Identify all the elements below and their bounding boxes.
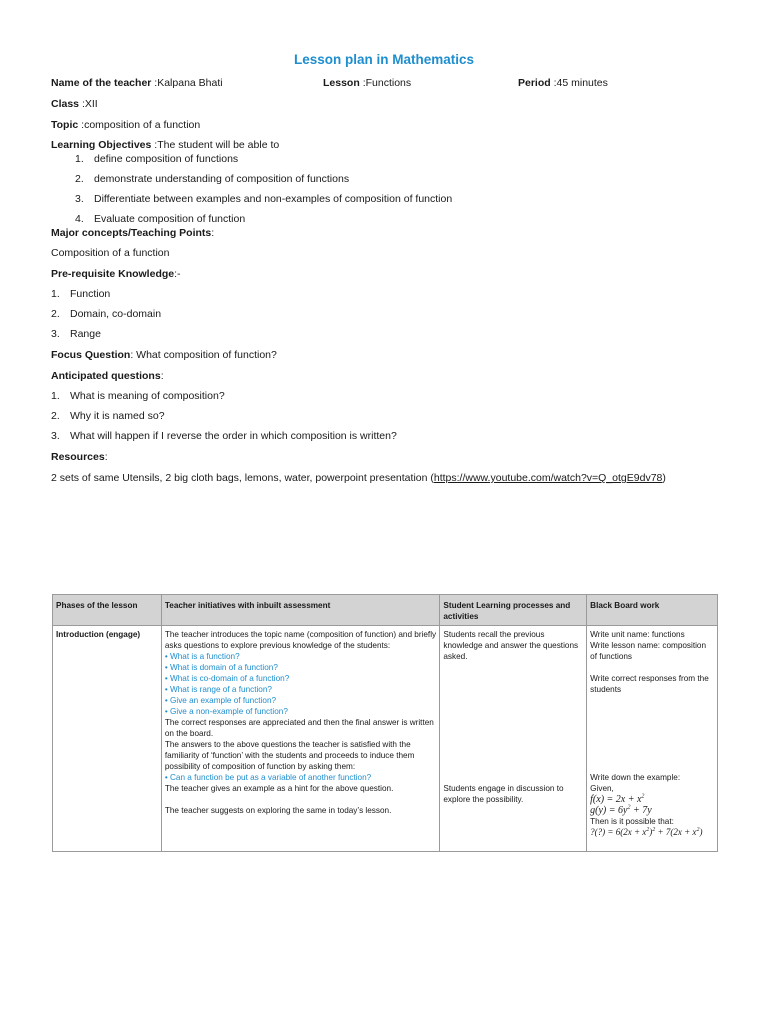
prereq-line: Pre-requisite Knowledge:- (51, 268, 181, 280)
header-board: Black Board work (587, 595, 718, 626)
equation-g: $g(y) = 6y^2 + 7y$ (590, 804, 652, 816)
header-teacher: Teacher initiatives with inbuilt assessment (161, 595, 440, 626)
prereq-item: 1. Function (51, 288, 111, 300)
lesson-value: :Functions (362, 77, 412, 89)
prereq-item: 2. Domain, co-domain (51, 308, 162, 320)
question-item: • Can a function be put as a variable of another function? (164, 773, 372, 782)
question-item: • Give an example of function? (164, 696, 277, 705)
objective-item: 1. define composition of functions (75, 153, 239, 165)
question-item: • What is domain of a function? (164, 663, 278, 672)
teacher-value: :Kalpana Bhati (154, 77, 223, 89)
prereq-item: 3. Range (51, 328, 101, 340)
question-item: • What is range of a function? (164, 685, 272, 694)
objectives-line (51, 139, 279, 151)
period-label: Period (518, 77, 551, 89)
equation-composite: ?(?) = $6(2x + x^2)^2 + 7(2x + x^2)$ (590, 827, 703, 837)
anticipated-line: Anticipated questions: (51, 370, 164, 382)
topic-line (51, 119, 200, 131)
header-row (51, 77, 731, 89)
concepts-line: Major concepts/Teaching Points: (51, 227, 215, 239)
resources-line: Resources: (51, 451, 108, 463)
resources-label: Resources (51, 451, 105, 463)
student-cell: Students recall the previous knowledge and answer the questions asked. Students engage in discussion to explore the possibility. (440, 626, 587, 852)
anticipated-label: Anticipated questions (51, 370, 161, 382)
board-cell: Write unit name: functions Write lesson name: composition of functions Write correct responses from the students Write down the example: Given, $f(x) = 2x + x^2$ $g(y) = 6y^2 + 7y$ Then is it possible that: ?(?) = $6(2x + x^2)^2 + 7(2x + x^2)$ (587, 626, 718, 852)
objectives-intro: :The student will be able to (154, 139, 280, 151)
concepts-label: Major concepts/Teaching Points (51, 227, 212, 239)
class-value: :XII (81, 98, 98, 110)
period-value: :45 minutes (553, 77, 608, 89)
table-header-row (53, 595, 718, 626)
objective-item: 2. demonstrate understanding of composition of functions (75, 173, 350, 185)
class-label: Class (51, 98, 80, 110)
question-item: • Give a non-example of function? (164, 707, 288, 716)
topic-value: :composition of a function (81, 119, 201, 131)
objectives-label: Learning Objectives (51, 139, 152, 151)
equation-f: $f(x) = 2x + x^2$ (590, 793, 645, 805)
focus-label: Focus Question (51, 349, 131, 361)
concepts-value: Composition of a function (51, 247, 170, 259)
objective-item: 4. Evaluate composition of function (75, 213, 246, 225)
page-title: Lesson plan in Mathematics (293, 52, 475, 67)
anticipated-item: 1. What is meaning of composition? (51, 390, 225, 402)
lesson-label: Lesson (323, 77, 360, 89)
lesson-table (52, 594, 718, 852)
resources-value: 2 sets of same Utensils, 2 big cloth bags, lemons, water, powerpoint presentation (https://www.youtube.com/watch?v=Q_otgE9dv78) (51, 472, 666, 484)
header-student: Student Learning processes and activities (440, 595, 587, 626)
prereq-label: Pre-requisite Knowledge (51, 268, 175, 280)
header-phase: Phases of the lesson (53, 595, 162, 626)
resource-link[interactable]: https://www.youtube.com/watch?v=Q_otgE9dv78 (433, 472, 663, 484)
question-item: • What is co-domain of a function? (164, 674, 290, 683)
focus-value: : What composition of function? (130, 349, 277, 361)
focus-line (51, 349, 277, 361)
topic-label: Topic (51, 119, 79, 131)
class-line (51, 98, 98, 110)
teacher-label: Name of the teacher (51, 77, 152, 89)
anticipated-item: 2. Why it is named so? (51, 410, 165, 422)
phase-cell: Introduction (engage) (53, 626, 162, 852)
teacher-cell: The teacher introduces the topic name (composition of function) and briefly asks questions to explore previous knowledge of the students: • What is a function? • What is domain of a function? • What is co-domain of a function? • What is range of a function? • Give an example of function? • Give a non-example of function? The correct responses are appreciated and then the final answer is written on the board. The answers to the above questions the teacher is satisfied with the familiarity of ‘function’ with the students and proceeds to induce them possibility of composition of function by asking them: • Can a function be put as a variable of another function? The teacher gives an example as a hint for the above question. The teacher suggests on exploring the same in today’s lesson. (161, 626, 440, 852)
anticipated-item: 3. What will happen if I reverse the order in which composition is written? (51, 430, 397, 442)
objective-item: 3. Differentiate between examples and non-examples of composition of function (75, 193, 453, 205)
question-item: • What is a function? (164, 652, 240, 661)
table-row (53, 626, 718, 852)
